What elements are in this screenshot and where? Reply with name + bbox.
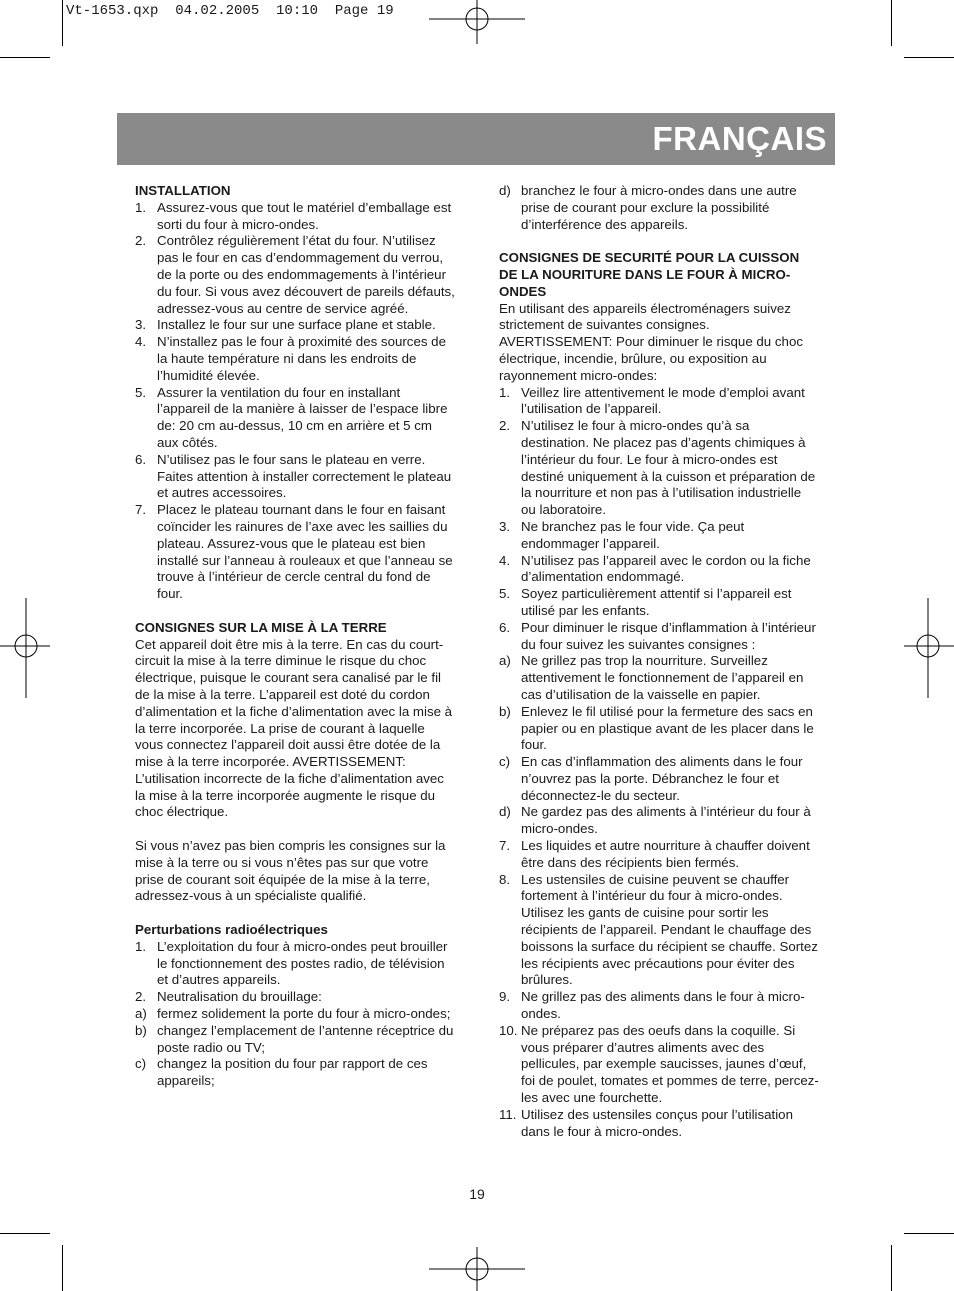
grounding-paragraph: Si vous n’avez pas bien compris les consignes sur la mise à la terre ou si vous n’êtes pas sur que votre prise de courant soit équipée de la mise à la terre, adressez-vous à un spécialiste qualifié. [135,838,446,904]
item-number: b) [499,703,511,719]
list-item [499,586,819,620]
list-item [499,620,819,654]
item-text: Ne grillez pas des aliments dans le four à micro-ondes. [521,989,805,1022]
list-item [499,1023,819,1107]
safety-intro: En utilisant des appareils électroménagers suivez strictement de suivantes consignes. AVERTISSEMENT: Pour diminuer le risque du choc électrique, incendie, brûlure, ou exposition au rayonnement micro-ondes: [499,300,803,383]
grounding-paragraph: Cet appareil doit être mis à la terre. En cas du court-circuit la mise à la terre diminue le risque du choc électrique, puisque le courant sera canalisé par le fil de la mise à la terre. L’appareil est doté du cordon d’alimentation et la fiche d’alimentation avec la mise à la terre incorporée. La prise de courant à laquelle vous connectez l’appareil doit aussi être dotée de la mise à la terre incorporée. AVERTISSEMENT: L’utilisation incorrecte de la fiche d’alimentation avec la mise à la terre incorporée augmente le risque du choc électrique. [135,636,453,820]
item-number: d) [499,183,511,198]
item-number: a) [499,653,511,669]
item-number: 2. [135,989,147,1005]
list-item [499,754,819,804]
item-text: N’installez pas le four à proximité des sources de la haute température ni dans les endroits de l’humidité élevée. [157,334,446,383]
item-text: Assurez-vous que tout le matériel d’emballage est sorti du four à micro-ondes. [157,199,452,232]
list-item [499,804,819,838]
crop-mark [62,1245,63,1291]
registration-mark-icon [429,1247,525,1291]
item-text: Veillez lire attentivement le mode d’emploi avant l’utilisation de l’appareil. [521,384,805,417]
list-item [135,200,455,234]
item-number: 8. [499,871,511,887]
item-text: fermez solidement la porte du four à micro-ondes; [157,1006,451,1022]
item-text: Pour diminuer le risque d’inflammation à l’intérieur du four suivez les suivantes consignes : [521,619,816,652]
right-column [499,183,819,1140]
registration-mark-icon [429,0,525,44]
item-number: 1. [135,938,147,954]
spacer [135,905,455,922]
spacer [135,821,455,838]
item-text: N’utilisez pas l’appareil avec le cordon ou la fiche d’alimentation endommagé. [521,552,811,585]
registration-mark-icon [0,598,50,698]
list-item [499,553,819,587]
list-item [135,939,455,989]
list-item [499,1107,819,1141]
list-item [135,317,455,334]
item-number: 6. [135,451,147,467]
item-number: 4. [135,334,147,350]
safety-list [499,385,819,1141]
item-number: 11. [499,1106,517,1122]
item-number: 6. [499,619,511,635]
item-text: En cas d’inflammation des aliments dans le four n’ouvrez pas la porte. Débranchez le four et déconnectez-le du secteur. [521,754,803,803]
spacer [135,603,455,620]
crop-mark [891,1245,892,1291]
item-text: changez l’emplacement de l’antenne réceptrice du poste radio ou TV; [157,1022,454,1055]
list-item [499,183,819,233]
registration-mark-icon [904,598,954,698]
item-text: N’utilisez pas le four sans le plateau en verre. Faites attention à installer correctement le plateau et autres accessoires. [157,451,452,501]
item-number: a) [135,1006,147,1022]
item-number: 2. [499,418,511,434]
section-heading-safety: CONSIGNES DE SECURITÉ POUR LA CUISSON DE LA NOURITURE DANS LE FOUR À MICRO-ONDES [499,250,800,299]
language-banner [117,113,835,165]
list-item [135,1006,455,1023]
item-number: c) [499,754,511,770]
item-text: Ne branchez pas le four vide. Ça peut endommager l’appareil. [521,518,745,551]
list-item [135,502,455,603]
list-item [135,989,455,1006]
list-item [499,385,819,419]
item-number: c) [135,1056,147,1072]
list-item [499,838,819,872]
item-text: Enlevez le fil utilisé pour la fermeture des sacs en papier ou en plastique avant de les placer dans le four. [521,703,814,753]
item-text: Utilisez des ustensiles conçus pour l’utilisation dans le four à micro-ondes. [521,1106,793,1139]
list-item [135,452,455,502]
list-item [499,418,819,519]
item-number: 10. [499,1022,518,1038]
print-slug: Vt-1653.qxp 04.02.2005 10:10 Page 19 [66,3,394,19]
item-number: 7. [499,838,511,854]
section-heading-installation: INSTALLATION [135,183,231,198]
item-number: 5. [135,384,147,400]
list-item [135,233,455,317]
item-number: b) [135,1022,147,1038]
list-item [135,1023,455,1057]
item-text: Neutralisation du brouillage: [157,989,322,1005]
list-item [135,334,455,384]
list-item [499,704,819,754]
item-text: Ne gardez pas des aliments à l’intérieur du four à micro-ondes. [521,804,811,837]
left-column [135,183,455,1090]
list-item [135,1056,455,1090]
item-number: 9. [499,989,511,1005]
list-item [499,653,819,703]
banner-title: FRANÇAIS [652,120,827,157]
crop-mark [0,57,50,58]
section-heading-grounding: CONSIGNES SUR LA MISE À LA TERRE [135,619,387,635]
installation-list [135,200,455,603]
crop-mark [904,1233,954,1234]
crop-mark [904,57,954,58]
list-item [499,519,819,553]
item-number: 3. [499,518,511,534]
item-text: Contrôlez régulièrement l’état du four. N’utilisez pas le four en cas d’endommagement du verrou, de la porte ou des endommagements à l’intérieur du four. Si vous avez découvert de pareils défauts, adressez-vous au centre de service agréé. [157,233,455,316]
item-text: Soyez particulièrement attentif si l’appareil est utilisé par les enfants. [521,586,792,618]
item-text: Les ustensiles de cuisine peuvent se chauffer fortement à l’intérieur du four à micro-ondes. Utilisez les gants de cuisine pour sortir les récipients de l’appareil. Pendant le chauffage des boissons la surface du récipient se chauffe. Sortez les récipients avec précautions pour éviter des brûlures. [521,871,818,988]
item-text: Ne grillez pas trop la nourriture. Surveillez attentivement le fonctionnement de l’appareil en cas d’utilisation de la vaisselle en papier. [521,653,804,702]
item-text: Installez le four sur une surface plane et stable. [157,317,436,333]
item-text: Ne préparez pas des oeufs dans la coquille. Si vous préparer d’autres aliments avec des pellicules, par exemple saucisses, jaunes d’œuf, foi de poulet, tomates et pommes de terre, percez-les avec une fourchette. [521,1022,819,1106]
item-text: branchez le four à micro-ondes dans une autre prise de courant pour exclure la possibilité d’interférence des appareils. [521,183,797,232]
item-text: Assurer la ventilation du four en installant l’appareil de la manière à laisser de l’espace libre de: 20 cm au-dessus, 10 cm en arrière et 5 cm aux côtés. [157,384,448,450]
item-text: N’utilisez le four à micro-ondes qu’à sa destination. Ne placez pas d’agents chimiques à l’intérieur du four. Le four à micro-ondes est destiné uniquement à la cuisson et préparation de la nourriture et non pas à l’utilisation industrielle ou laboratoire. [521,418,816,518]
item-number: 7. [135,502,147,518]
item-number: 1. [135,199,147,215]
crop-mark [0,1233,50,1234]
list-item [135,385,455,452]
item-number: 5. [499,586,511,602]
item-text: Les liquides et autre nourriture à chauffer doivent être dans des récipients bien fermés. [521,838,810,870]
radio-list [135,939,455,1090]
list-item [499,989,819,1023]
item-number: 4. [499,552,511,568]
crop-mark [62,0,63,46]
item-number: 3. [135,317,147,333]
item-text: L’exploitation du four à micro-ondes peut brouiller le fonctionnement des postes radio, de télévision et d’autres appareils. [157,938,448,988]
item-number: 1. [499,384,511,400]
item-number: d) [499,804,511,820]
page-number: 19 [469,1186,485,1202]
spacer [499,233,819,250]
list-item [499,872,819,990]
crop-mark [891,0,892,46]
section-heading-radio: Perturbations radioélectriques [135,922,328,938]
item-text: Placez le plateau tournant dans le four en faisant coïncider les rainures de l’axe avec les saillies du plateau. Assurez-vous que le plateau est bien installé sur l’anneau à rouleaux et que l’anneau se trouve à l’intérieur de cercle central du fond de four. [157,502,453,602]
item-text: changez la position du four par rapport de ces appareils; [157,1056,428,1089]
item-number: 2. [135,233,147,249]
